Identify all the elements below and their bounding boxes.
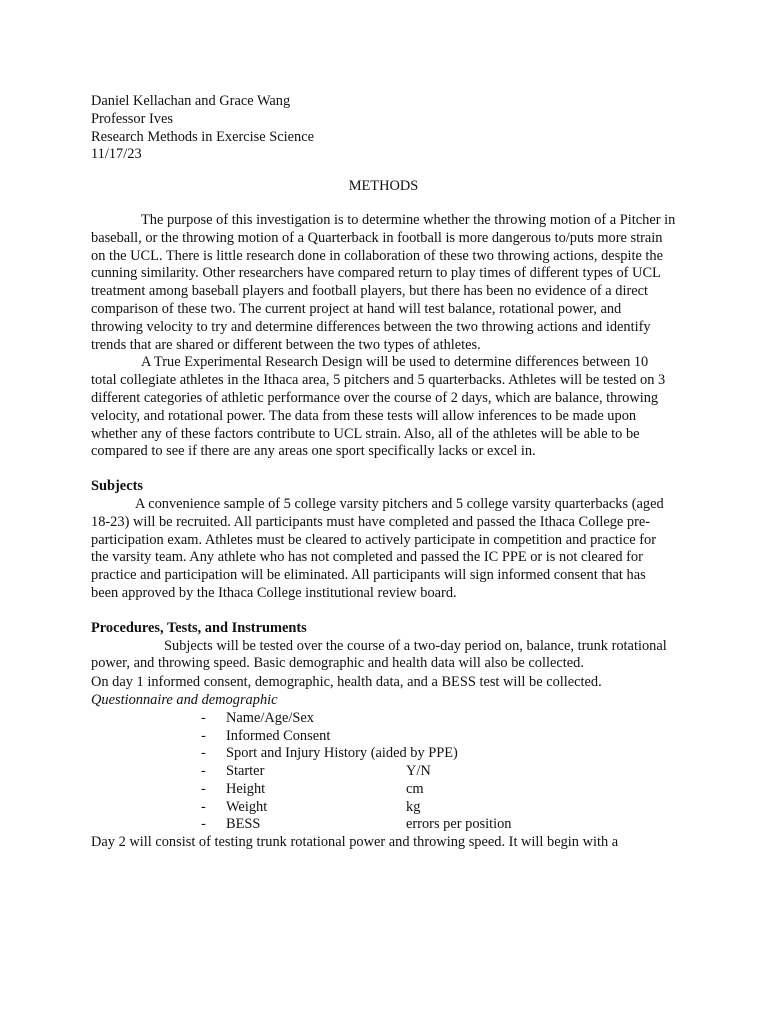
list-item-label: Name/Age/Sex [226, 709, 314, 726]
list-dash: - [201, 816, 206, 833]
list-item [91, 816, 676, 834]
list-dash: - [201, 745, 206, 762]
questionnaire-label: Questionnaire and demographic [91, 691, 278, 708]
list-item-unit: kg [406, 798, 421, 815]
intro-paragraph-2: A True Experimental Research Design will be used to determine differences between 10 total collegiate athletes in the Ithaca area, 5 pitchers and 5 quarterbacks. Athletes will be tested on 3 different categories of athletic performance over the course of 2 days, which are balance, throwing velocity, and rotational power. The data from these tests will allow inferences to be made upon whether any of these factors contribute to UCL strain. Also, all of the athletes will be able to be compared to see if there are any areas one sport specifically lacks or excel in. [91, 354, 666, 460]
procedures-paragraph: Subjects will be tested over the course of a two-day period on, balance, trunk rotational power, and throwing speed. Basic demographic and health data will also be collected. [91, 637, 667, 672]
list-item-label: BESS [226, 816, 261, 833]
list-item-unit [406, 710, 676, 728]
list-item [91, 763, 676, 781]
list-dash: - [201, 780, 206, 797]
list-item-unit [406, 728, 676, 746]
list-dash: - [201, 727, 206, 744]
day2-paragraph: Day 2 will consist of testing trunk rotational power and throwing speed. It will begin with a [91, 834, 619, 851]
list-item-unit: cm [406, 780, 424, 797]
course-line: Research Methods in Exercise Science [91, 128, 314, 145]
list-item [91, 781, 676, 799]
list-item [91, 799, 676, 817]
list-item [91, 745, 676, 763]
professor-line: Professor Ives [91, 110, 173, 127]
list-item-unit [458, 745, 676, 763]
date-line: 11/17/23 [91, 146, 142, 163]
list-item-label: Sport and Injury History (aided by PPE) [226, 745, 458, 762]
list-dash: - [201, 798, 206, 815]
list-dash: - [201, 709, 206, 726]
list-item-unit: errors per position [406, 816, 512, 833]
author-line: Daniel Kellachan and Grace Wang [91, 93, 291, 109]
subjects-heading: Subjects [91, 478, 143, 495]
demographic-list [91, 710, 676, 835]
day1-paragraph: On day 1 informed consent, demographic, health data, and a BESS test will be collected. [91, 674, 602, 691]
list-item-unit: Y/N [406, 763, 431, 780]
list-item [91, 728, 676, 746]
list-item-label: Informed Consent [226, 727, 331, 744]
list-item-label: Starter [226, 763, 265, 780]
list-item-label: Weight [226, 798, 268, 815]
subjects-paragraph: A convenience sample of 5 college varsity pitchers and 5 college varsity quarterbacks (aged 18-23) will be recruited. All participants must have completed and passed the Ithaca College pre-participation exam. Athletes must be cleared to actively participate in competition and practice for the varsity team. Any athlete who has not completed and passed the IC PPE or is not cleared for practice and participation will be eliminated. All participants will sign informed consent that has been approved by the Ithaca College institutional review board. [91, 495, 664, 601]
procedures-heading: Procedures, Tests, and Instruments [91, 619, 307, 636]
intro-paragraph-1: The purpose of this investigation is to determine whether the throwing motion of a Pitcher in baseball, or the throwing motion of a Quarterback in football is more dangerous to/puts more strain on the UCL. There is little research done in collaboration of these two throwing actions, despite the cunning similarity. Other researchers have compared return to play times of different types of UCL treatment among baseball players and football players, but there has been no evidence of a direct comparison of these two. The current project at hand will test balance, rotational power, and throwing velocity to try and determine differences between the two throwing actions and identify trends that are shared or different between the two types of athletes. [91, 211, 676, 353]
document-page [91, 93, 676, 852]
list-item [91, 710, 676, 728]
list-dash: - [201, 763, 206, 780]
list-item-label: Height [226, 780, 266, 797]
section-title: METHODS [348, 178, 419, 195]
header-block [91, 93, 676, 164]
